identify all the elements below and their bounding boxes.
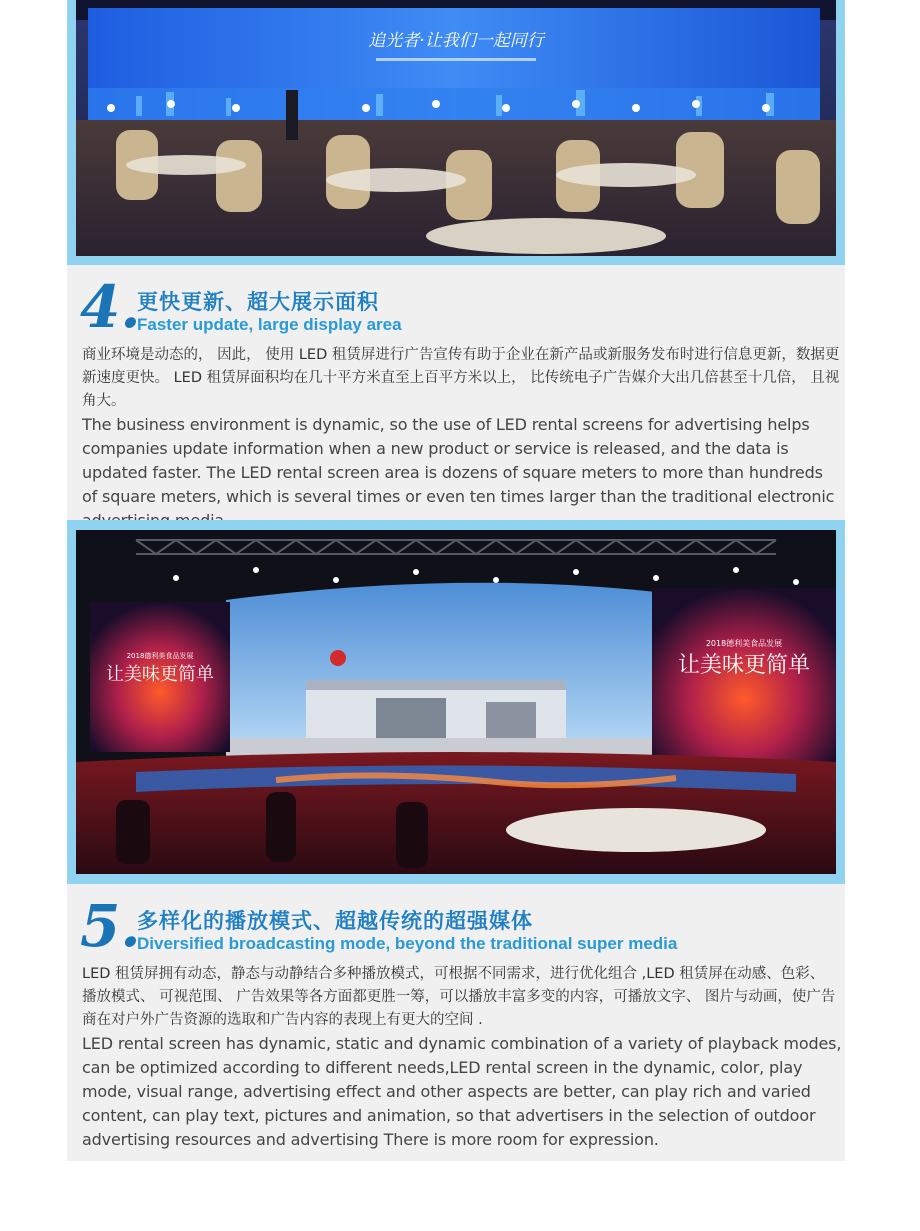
section-5-number: 5. bbox=[80, 892, 141, 960]
left-banner-slogan: 让美味更简单 bbox=[106, 664, 214, 685]
section-4-paragraph-en: The business environment is dynamic, so the use of LED rental screens for advertising helps companies update information when a new product or service is released, and the data is updated faster. The LED rental screen area is dozens of square meters to more than hundreds of square meters, which is several times or even ten times larger than the traditional electronic bbox=[82, 415, 835, 506]
section-5-paragraph-cn: LED 租赁屏拥有动态，静态与动静结合多种播放模式，可根据不同需求，进行优化组合 ,LED 租赁屏在动感、色彩、 播放模式、 可视范围、 广告效果等各方面都更胜一筹，可以播放丰富多变的内容，可播放文字、 图片与动画，使广告商在对户外广告资源的选取和广告内容的表现上有更大的空间 . bbox=[82, 966, 836, 1028]
section-4-paragraph-cn: 商业环境是动态的， 因此， 使用 LED 租赁屏进行广告宣传有助于企业在新产品或新服务发布时进行信息更新，数据更新速度更快。 LED 租赁屏面积均在几十平方米直至上百平方米以上， 比传统电子广告媒介大出几倍甚至十几倍， 且视角大。 bbox=[82, 347, 840, 409]
section-4-title-en: Faster update, large display area bbox=[137, 315, 402, 334]
banquet-hall-photo bbox=[76, 0, 836, 256]
section-4-title-cn: 更快更新、超大展示面积 bbox=[137, 290, 379, 314]
section-5-title-en: Diversified broadcasting mode, beyond the traditional super media bbox=[137, 934, 678, 953]
event-stage-photo bbox=[76, 530, 836, 874]
right-banner-top: 2018德利美食品发展 bbox=[705, 639, 783, 648]
left-banner-top: 2018德利美食品发展 bbox=[126, 652, 194, 660]
right-banner-slogan: 让美味更简单 bbox=[677, 653, 811, 678]
screen-caption: 追光者·让我们一起同行 bbox=[368, 31, 544, 51]
section-5-paragraph-en: LED rental screen has dynamic, static and dynamic combination of a variety of playback modes, can be optimized according to different needs,LED rental screen in the dynamic, color, play mode, visual range, advertising effect and other aspects are better, can play rich and varied content, can play text, pictures and animation, so that advertisers in the selection of outdoor advertising resources and advertising There is more room for expression. bbox=[82, 1034, 842, 1149]
section-4-number: 4. bbox=[80, 273, 141, 341]
section-5-title-cn: 多样化的播放模式、超越传统的超强媒体 bbox=[137, 909, 533, 933]
photo-frame-stage bbox=[67, 520, 845, 884]
photo-frame-banquet bbox=[67, 0, 845, 265]
